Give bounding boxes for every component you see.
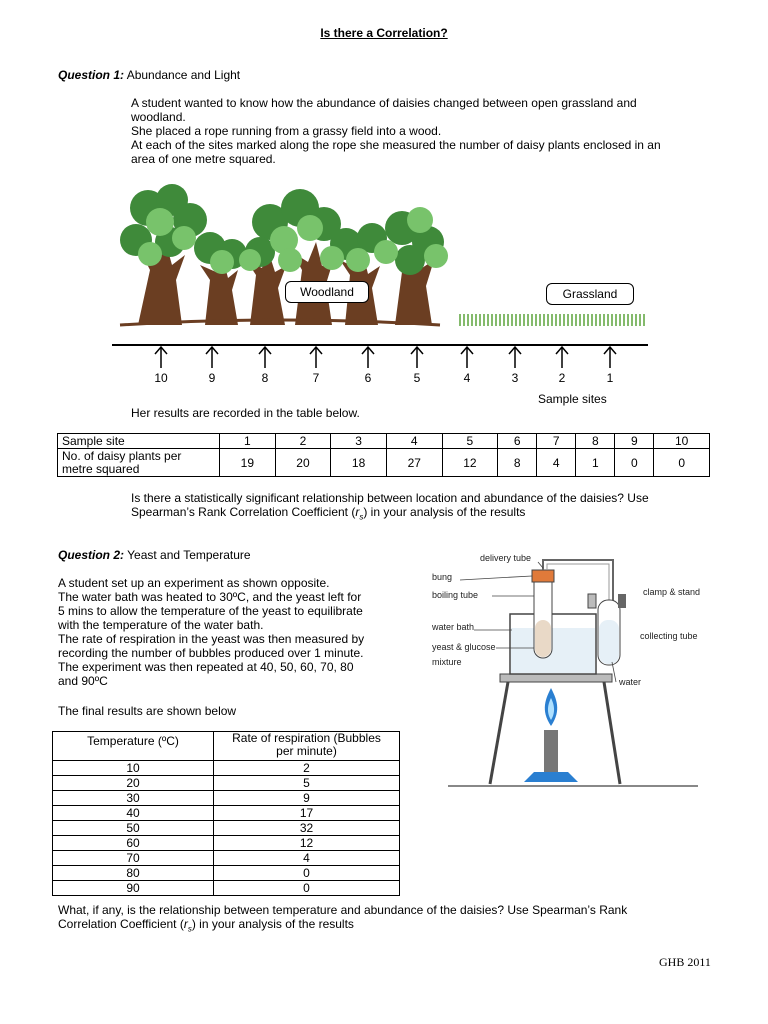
sample-sites-label: Sample sites <box>538 392 607 406</box>
intro-line: The rate of respiration in the yeast was then measured by <box>58 632 365 646</box>
table-row <box>53 836 400 851</box>
table-row <box>53 881 400 896</box>
woodland-grassland-illustration <box>110 180 660 370</box>
site-number: 2 <box>558 371 566 385</box>
apparatus-diagram <box>428 550 718 790</box>
question-2-label: Question 2: <box>58 548 125 562</box>
intro-line: She placed a rope running from a grassy field into a wood. <box>131 124 442 138</box>
table-cell: 30 <box>53 791 214 806</box>
row-header <box>58 449 220 477</box>
label-delivery-tube: delivery tube <box>480 553 532 563</box>
table-cell: 9 <box>615 434 654 449</box>
question-2-heading <box>58 548 251 562</box>
table-cell: 10 <box>654 434 710 449</box>
table-cell: 17 <box>214 806 400 821</box>
question-1-topic: Abundance and Light <box>126 68 241 82</box>
table-cell: 90 <box>53 881 214 896</box>
column-header-line: per minute) <box>276 744 337 758</box>
prompt-line <box>131 505 649 524</box>
table-cell: 3 <box>331 434 387 449</box>
page-title: Is there a Correlation? <box>320 26 448 40</box>
table-cell: 9 <box>214 791 400 806</box>
site-number: 1 <box>606 371 614 385</box>
question-1-heading <box>58 68 240 82</box>
table-row <box>58 434 710 449</box>
row-header: Sample site <box>58 434 220 449</box>
intro-line: At each of the sites marked along the rope she measured the number of daisy plants enclosed in an <box>131 138 661 152</box>
question-2-prompt <box>58 903 627 936</box>
prompt-text: Spearman’s Rank Correlation Coefficient ( <box>131 505 356 519</box>
table-cell: 80 <box>53 866 214 881</box>
site-number: 8 <box>261 371 269 385</box>
intro-line: The water bath was heated to 30ºC, and the yeast left for <box>58 590 362 604</box>
table-cell: 0 <box>615 449 654 477</box>
final-results-label: The final results are shown below <box>58 704 237 718</box>
site-number: 9 <box>208 371 216 385</box>
table-cell: 20 <box>53 776 214 791</box>
row-header-line: metre squared <box>62 461 140 476</box>
question-1-prompt <box>131 491 649 524</box>
site-number: 3 <box>511 371 519 385</box>
label-yeast-glucose: yeast & glucose <box>432 642 496 652</box>
daisy-results-table <box>57 433 710 477</box>
prompt-text: Correlation Coefficient ( <box>58 917 184 931</box>
table-row <box>53 851 400 866</box>
footer-credit: GHB 2011 <box>659 955 711 969</box>
table-cell: 32 <box>214 821 400 836</box>
label-collecting-tube: collecting tube <box>640 631 698 641</box>
column-header-line: Rate of respiration (Bubbles <box>232 731 381 745</box>
table-cell: 50 <box>53 821 214 836</box>
intro-line: area of one metre squared. <box>131 152 276 166</box>
table-cell: 2 <box>275 434 331 449</box>
table-row <box>53 866 400 881</box>
results-intro: Her results are recorded in the table below. <box>131 406 360 420</box>
table-row <box>53 761 400 776</box>
intro-line: A student set up an experiment as shown opposite. <box>58 576 330 590</box>
column-header <box>214 732 400 761</box>
label-clamp-stand: clamp & stand <box>643 587 701 597</box>
table-cell: 40 <box>53 806 214 821</box>
yeast-results-table <box>52 731 400 896</box>
intro-line: and 90ºC <box>58 674 108 688</box>
table-cell: 19 <box>220 449 276 477</box>
column-header: Temperature (ºC) <box>53 732 214 761</box>
table-cell: 2 <box>214 761 400 776</box>
intro-line: A student wanted to know how the abundance of daisies changed between open grassland and <box>131 96 637 110</box>
site-number: 6 <box>364 371 372 385</box>
table-cell: 0 <box>214 881 400 896</box>
intro-line: 5 mins to allow the temperature of the yeast to equilibrate <box>58 604 363 618</box>
question-1-intro <box>131 96 661 166</box>
site-number: 4 <box>463 371 471 385</box>
table-cell: 12 <box>214 836 400 851</box>
table-cell: 8 <box>576 434 615 449</box>
table-cell: 4 <box>537 449 576 477</box>
intro-line: woodland. <box>131 110 186 124</box>
table-cell: 4 <box>214 851 400 866</box>
site-number: 5 <box>413 371 421 385</box>
table-cell: 6 <box>498 434 537 449</box>
table-cell: 4 <box>386 434 442 449</box>
table-row <box>53 806 400 821</box>
question-2-topic: Yeast and Temperature <box>127 548 251 562</box>
label-boiling-tube: boiling tube <box>432 590 479 600</box>
label-water-bath: water bath <box>432 622 475 632</box>
table-cell: 60 <box>53 836 214 851</box>
intro-line: recording the number of bubbles produced over 1 minute. <box>58 646 364 660</box>
rs-symbol: r <box>183 917 188 931</box>
prompt-line <box>58 917 627 936</box>
rs-symbol: r <box>355 505 360 519</box>
prompt-text: ) in your analysis of the results <box>363 505 526 519</box>
site-number: 7 <box>312 371 320 385</box>
question-2-intro <box>58 576 364 688</box>
table-row <box>53 732 400 761</box>
table-cell: 0 <box>214 866 400 881</box>
row-header-line: No. of daisy plants per <box>62 448 182 463</box>
table-row <box>53 821 400 836</box>
table-cell: 1 <box>220 434 276 449</box>
table-cell: 12 <box>442 449 498 477</box>
table-cell: 5 <box>442 434 498 449</box>
table-cell: 1 <box>576 449 615 477</box>
table-cell: 5 <box>214 776 400 791</box>
label-water: water <box>619 677 642 687</box>
table-cell: 20 <box>275 449 331 477</box>
table-cell: 18 <box>331 449 387 477</box>
label-mixture: mixture <box>432 657 462 667</box>
intro-line: with the temperature of the water bath. <box>58 618 264 632</box>
table-row <box>58 449 710 477</box>
question-1-label: Question 1: <box>58 68 125 82</box>
table-cell: 27 <box>386 449 442 477</box>
woodland-label: Woodland <box>285 281 369 303</box>
table-cell: 0 <box>654 449 710 477</box>
table-cell: 10 <box>53 761 214 776</box>
label-bung: bung <box>432 572 453 582</box>
grassland-label: Grassland <box>546 283 634 305</box>
rs-subscript: s <box>359 512 364 522</box>
table-cell: 7 <box>537 434 576 449</box>
table-cell: 8 <box>498 449 537 477</box>
site-number: 10 <box>154 371 168 385</box>
table-row <box>53 791 400 806</box>
prompt-text: ) in your analysis of the results <box>191 917 354 931</box>
prompt-line: Is there a statistically significant relationship between location and abundance of the daisies? Use <box>131 491 649 505</box>
prompt-line: What, if any, is the relationship between temperature and abundance of the daisies? Use Spearman’s Rank <box>58 903 628 917</box>
table-row <box>53 776 400 791</box>
rs-subscript: s <box>187 924 192 934</box>
table-cell: 70 <box>53 851 214 866</box>
intro-line: The experiment was then repeated at 40, 50, 60, 70, 80 <box>58 660 354 674</box>
